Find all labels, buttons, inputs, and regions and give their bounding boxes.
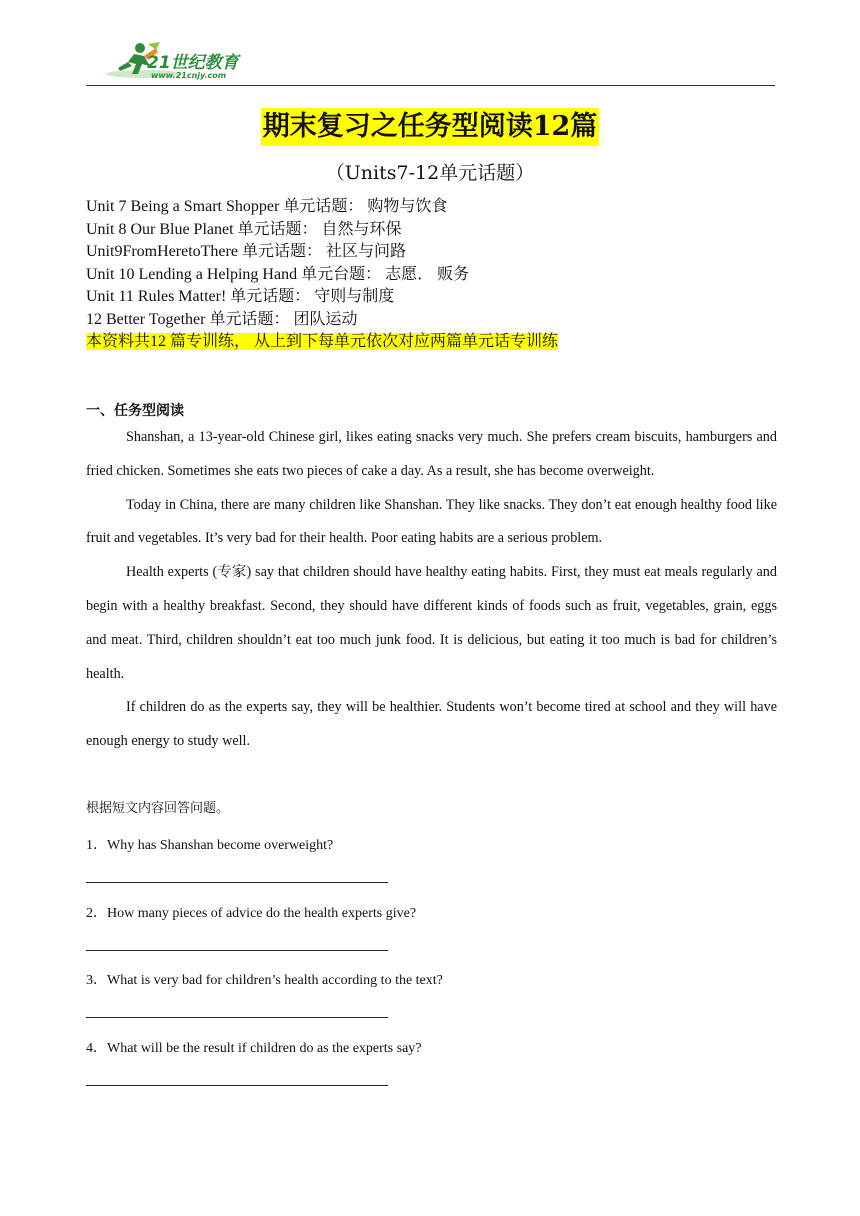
unit-line: 12 Better Together 单元话题： 团队运动	[86, 310, 358, 328]
unit-line: Unit 8 Our Blue Planet 单元话题： 自然与环保	[86, 220, 402, 238]
document-title: 期末复习之任务型阅读12篇	[261, 108, 600, 146]
document-subtitle: （Units7-12单元话题）	[325, 162, 535, 184]
answer-line-2[interactable]	[86, 950, 388, 951]
answer-line-4[interactable]	[86, 1085, 388, 1086]
unit-line: Unit 7 Being a Smart Shopper 单元话题： 购物与饮食	[86, 198, 448, 215]
passage-paragraph: Health experts (专家) say that children should have healthy eating habits. First, they must eat meals regularly and begin with a healthy breakfast. Second, they should have different kinds of foods such as fruit, vegetables, grain, eggs and meat. Third, children shouldn’t eat too much junk food. It is delicious, but eating it too much is bad for children’s health.	[86, 564, 777, 682]
question-3: 3．What is very bad for children’s health according to the text?	[86, 973, 443, 988]
logo-url: www.21cnjy.com	[151, 71, 227, 80]
logo-brand: 21世纪教育	[147, 53, 239, 73]
passage-paragraph: Today in China, there are many children like Shanshan. They like snacks. They don’t eat enough healthy food like fruit and vegetables. It’s very bad for their health. Poor eating habits are a serious problem.	[86, 496, 777, 547]
unit-line: Unit 11 Rules Matter! 单元话题： 守则与制度	[86, 288, 395, 305]
instruction-text: 根据短文内容回答问题。	[86, 801, 230, 816]
question-1: 1．Why has Shanshan become overweight?	[86, 838, 334, 853]
unit-line: Unit 10 Lending a Helping Hand 单元台题： 志愿． 贩务	[86, 265, 470, 283]
highlight-note: 本资料共12 篇专训练， 从上到下每单元依次对应两篇单元话专训练	[86, 333, 559, 350]
passage-paragraph: If children do as the experts say, they will be healthier. Students won’t become tired at school and they will have enough energy to study well.	[86, 699, 777, 750]
answer-line-1[interactable]	[86, 882, 388, 883]
reading-passage	[86, 421, 777, 759]
header-divider	[86, 85, 775, 86]
question-4: 4．What will be the result if children do as the experts say?	[86, 1041, 422, 1056]
unit-line: Unit9FromHeretoThere 单元话题： 社区与问路	[86, 243, 406, 260]
units-list	[86, 196, 558, 354]
answer-line-3[interactable]	[86, 1017, 388, 1018]
question-2: 2．How many pieces of advice do the health experts give?	[86, 906, 417, 921]
section-heading: 一、任务型阅读	[86, 403, 184, 419]
passage-paragraph: Shanshan, a 13-year-old Chinese girl, likes eating snacks very much. She prefers cream biscuits, hamburgers and fried chicken. Sometimes she eats two pieces of cake a day. As a result, she has become overweight.	[86, 429, 777, 479]
